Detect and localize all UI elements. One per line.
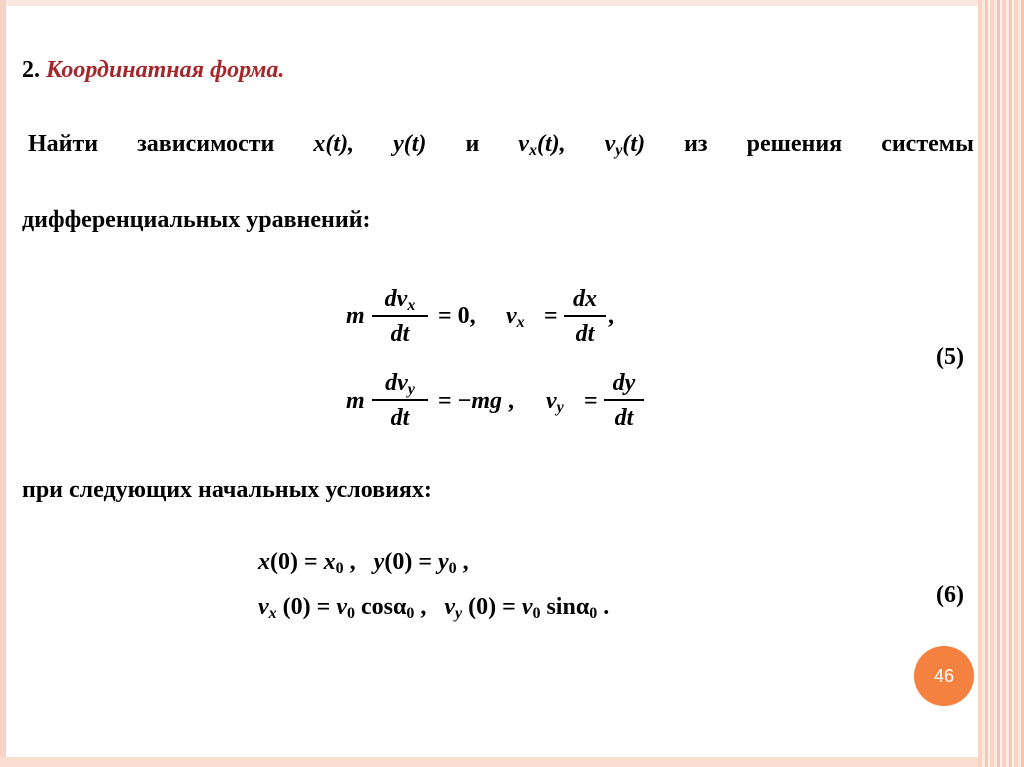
- decorative-stripes: [978, 0, 1024, 767]
- intro-word: и: [465, 131, 480, 157]
- intro-word: решения: [746, 131, 843, 157]
- slide: [6, 6, 978, 757]
- equation-number-5: (5): [936, 344, 964, 370]
- eq5-r2-frac1: $dv_y$ dt: [372, 370, 428, 431]
- eq5-r1-comma: ,: [608, 303, 614, 329]
- eq5-r2-vy: $v_y$: [546, 388, 564, 416]
- section-heading: [22, 56, 284, 84]
- intro-line-1: [28, 130, 974, 158]
- conditions-label: при следующих начальных условиях:: [22, 477, 432, 503]
- intro-word: Найти: [28, 131, 99, 157]
- eq5-r1-vx: $v_x$: [506, 303, 525, 331]
- intro-word: системы: [881, 131, 974, 157]
- eq5-r2-m: m: [346, 388, 365, 414]
- eq5-r1-eq: =: [544, 303, 558, 329]
- intro-line-2: дифференциальных уравнений:: [22, 207, 371, 233]
- intro-word: из: [684, 131, 708, 157]
- intro-word: y(t): [393, 131, 427, 157]
- equation-number-6: (6): [936, 582, 964, 608]
- eq5-r2-eq: =: [584, 388, 598, 414]
- intro-word: зависимости: [137, 131, 275, 157]
- frame-bottom: [0, 757, 1024, 767]
- eq5-r2-rhs1: = −mg ,: [438, 388, 515, 414]
- eq5-r2-frac2: dy dt: [604, 370, 644, 431]
- intro-word: $v_y(t)$: [604, 131, 646, 159]
- eq6-row1: $x(0) = x_0$ , $y(0) = y_0$ ,: [258, 549, 469, 577]
- eq5-r1-frac1: $dv_x$ dt: [372, 286, 428, 347]
- eq6-row2: $v_x$ $(0) = v_0$ cosα$_0$ , $v_y$ $(0) = v_0$ sinα$_0$ .: [258, 594, 610, 622]
- slide-number-badge: 46: [914, 646, 974, 706]
- intro-word: $v_x(t)$,: [518, 131, 566, 159]
- eq5-r1-frac2: dx dt: [564, 286, 606, 347]
- section-title: Координатная форма.: [46, 57, 285, 83]
- eq5-r1-m: m: [346, 303, 365, 329]
- eq5-r1-rhs1: = 0,: [438, 303, 476, 329]
- section-number: 2.: [22, 57, 40, 83]
- intro-word: x(t),: [313, 131, 355, 157]
